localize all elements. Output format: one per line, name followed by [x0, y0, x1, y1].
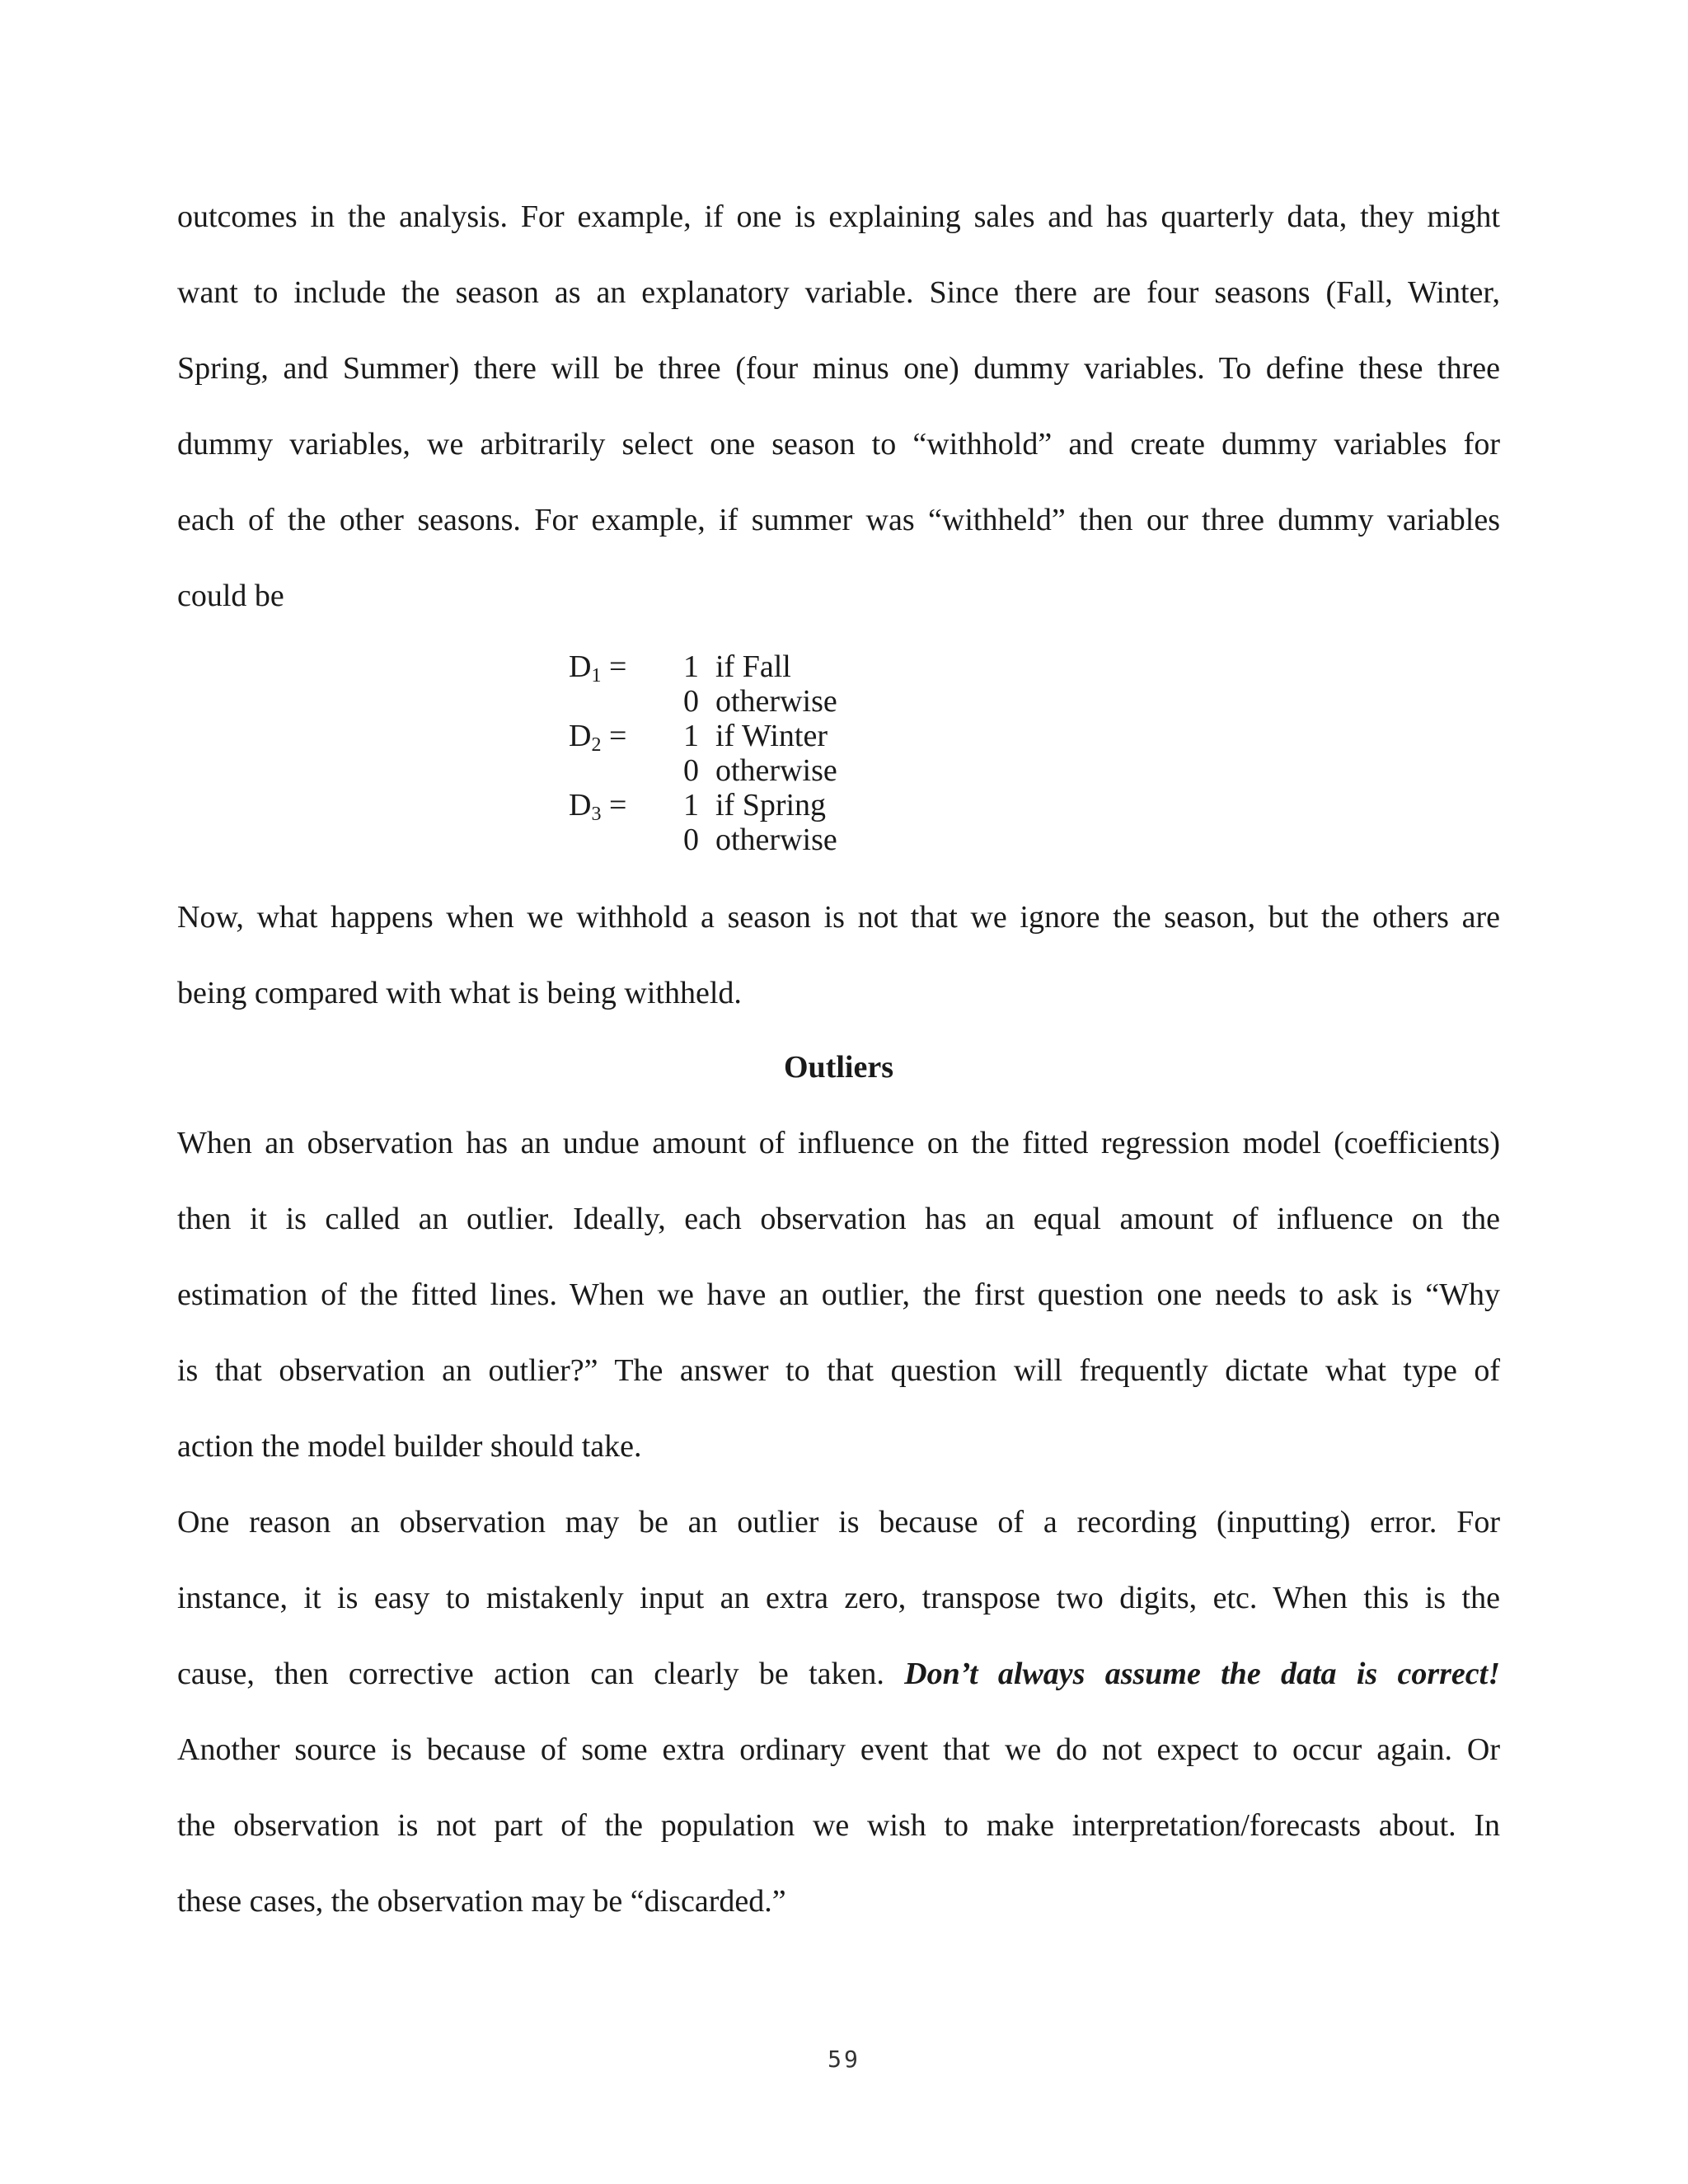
dummy-value: 0: [683, 684, 699, 719]
dummy-condition: otherwise: [715, 823, 837, 857]
paragraph-line: One reason an observation may be an outlier is because of a recording (inputting) error. For: [177, 1505, 1500, 1540]
dummy-value: 0: [683, 753, 699, 788]
paragraph-line: Now, what happens when we withhold a season is not that we ignore the season, but the others are: [177, 900, 1500, 935]
dummy-variable-definitions: [569, 649, 837, 857]
dummy-value: 1: [683, 719, 699, 753]
emphasis-text: Don’t always assume the data is correct!: [904, 1657, 1500, 1691]
paragraph-line: dummy variables, we arbitrarily select one season to “withhold” and create dummy variables for: [177, 427, 1500, 462]
dummy-condition: if Spring: [715, 788, 827, 823]
paragraph-line: these cases, the observation may be “discarded.”: [177, 1884, 786, 1919]
dummy-row: [569, 753, 837, 788]
paragraph-text: cause, then corrective action can clearly be taken.: [177, 1657, 905, 1691]
page-number: 59: [828, 2046, 860, 2073]
paragraph-line: want to include the season as an explanatory variable. Since there are four seasons (Fall, Winter,: [177, 275, 1500, 310]
dummy-row: [569, 719, 837, 756]
dummy-condition: if Fall: [715, 649, 791, 684]
dummy-label: $D_1$ =: [569, 649, 627, 687]
dummy-value: 1: [683, 649, 699, 684]
dummy-row: [569, 788, 837, 823]
paragraph-line: the observation is not part of the population we wish to make interpretation/forecasts about. In: [177, 1808, 1500, 1843]
paragraph-line: estimation of the fitted lines. When we have an outlier, the first question one needs to ask is “Why: [177, 1277, 1500, 1312]
paragraph-line: being compared with what is being withheld.: [177, 976, 742, 1010]
dummy-value: 1: [683, 788, 699, 823]
paragraph-line: is that observation an outlier?” The answer to that question will frequently dictate what type of: [177, 1353, 1500, 1388]
paragraph-line: Another source is because of some extra ordinary event that we do not expect to occur again. Or: [177, 1732, 1500, 1767]
dummy-condition: otherwise: [715, 753, 837, 788]
dummy-label: $D_3$ =: [569, 788, 627, 825]
paragraph-line: could be: [177, 579, 284, 613]
paragraph-line: each of the other seasons. For example, if summer was “withheld” then our three dummy variables: [177, 503, 1500, 537]
paragraph-line: instance, it is easy to mistakenly input an extra zero, transpose two digits, etc. When this is the: [177, 1581, 1500, 1615]
paragraph-line: then it is called an outlier. Ideally, each observation has an equal amount of influence on the: [177, 1202, 1500, 1236]
dummy-row: [569, 649, 837, 687]
dummy-label: $D_2$ =: [569, 719, 627, 756]
paragraph-line: action the model builder should take.: [177, 1429, 642, 1464]
paragraph-line: outcomes in the analysis. For example, if one is explaining sales and has quarterly data, they might: [177, 199, 1500, 234]
dummy-value: 0: [683, 823, 699, 857]
paragraph-line: [177, 1655, 1500, 1693]
paragraph-line: When an observation has an undue amount of influence on the fitted regression model (coefficients): [177, 1126, 1500, 1160]
dummy-condition: otherwise: [715, 684, 837, 719]
dummy-condition: if Winter: [715, 719, 828, 753]
section-heading: Outliers: [784, 1050, 893, 1085]
dummy-row: [569, 684, 837, 719]
paragraph-line: Spring, and Summer) there will be three (four minus one) dummy variables. To define these three: [177, 351, 1500, 386]
dummy-row: [569, 823, 837, 857]
